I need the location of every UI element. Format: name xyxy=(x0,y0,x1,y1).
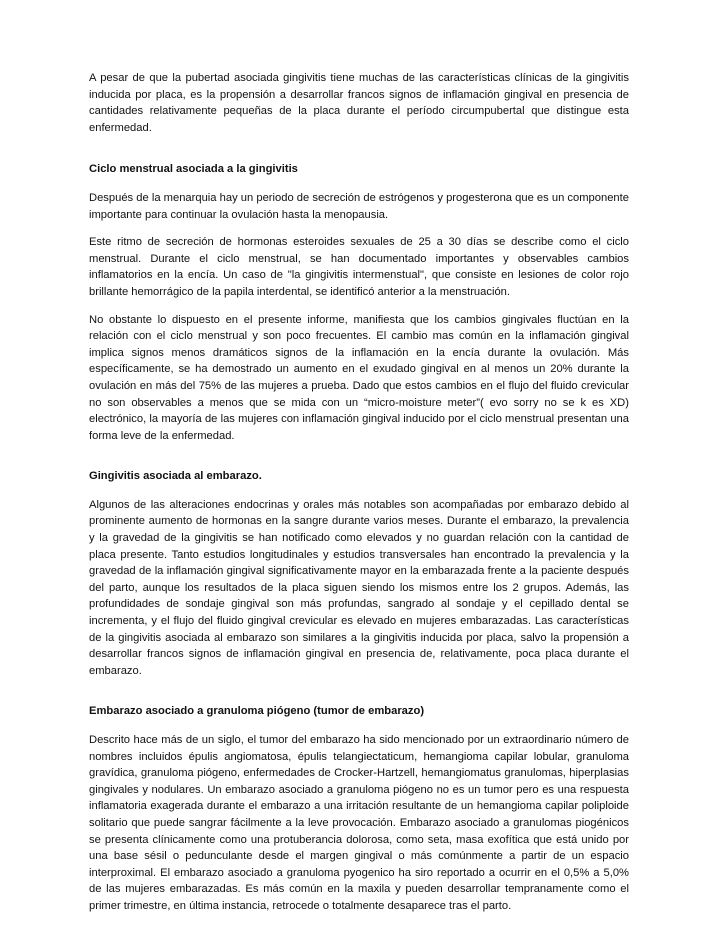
granuloma-paragraph-1: Descrito hace más de un siglo, el tumor del embarazo ha sido mencionado por un extraordinario número de nombres incluidos épulis angiomatosa, épulis telangiectaticum, hemangioma capilar lobular, granuloma gravídica, granuloma piógeno, enfermedades de Crocker-Hartzell, hemangiomatus granulomas, hiperplasias gingivales y nodulares. Un embarazo asociado a granuloma piógeno no es un tumor pero es una respuesta inflamatoria exagerada durante el embarazo a una irritación resultante de un hemangioma capilar poliploide solitario que puede sangrar fácilmente a la leve provocación. Embarazo asociado a granulomas piogénicos se presenta clínicamente como una protuberancia dolorosa, como seta, masa exofítica que está unido por una base sésil o pedunculante desde el margen gingival o más comúnmente a partir de un espacio interproximal. El embarazo asociado a granuloma pyogenico ha siro reportado a ocurrir en el 0,5% a 5,0% de las mujeres embarazadas. Es más común en la maxila y pueden desarrollar tempranamente como el primer trimestre, en última instancia, retrocede o totalmente desaparece tras el parto. xyxy=(89,734,629,912)
heading-pregnancy-gingivitis: Gingivitis asociada al embarazo. xyxy=(89,470,262,483)
menstrual-paragraph-2: Este ritmo de secreción de hormonas esteroides sexuales de 25 a 30 días se describe como el ciclo menstrual. Durante el ciclo menstrual, se han documentado importantes y observables cambios inflamatorios en la encía. Un caso de "la gingivitis intermenstual", que consiste en lesiones de color rojo brillante hemorrágico de la papila interdental, se identificó anterior a la menstruación. xyxy=(89,236,629,298)
document-page xyxy=(89,70,629,926)
menstrual-paragraph-1: Después de la menarquia hay un periodo de secreción de estrógenos y progesterona que es un componente importante para continuar la ovulación hasta la menopausia. xyxy=(89,191,629,221)
intro-paragraph: A pesar de que la pubertad asociada gingivitis tiene muchas de las características clínicas de la gingivitis inducida por placa, es la propensión a desarrollar francos signos de inflamación gingival en presencia de cantidades relativamente pequeñas de la placa durante el período circumpubertal que distingue esta enfermedad. xyxy=(89,72,629,134)
pregnancy-paragraph-1: Algunos de las alteraciones endocrinas y orales más notables son acompañadas por embarazo debido al prominente aumento de hormonas en la sangre durante varios meses. Durante el embarazo, la prevalencia y la gravedad de la gingivitis se han notificado como elevados y no guardan relación con la cantidad de placa presente. Tanto estudios longitudinales y estudios transversales han encontrado la prevalencia y la gravedad de la inflamación gingival significativamente mayor en la embarazada frente a la paciente después del parto, aunque los resultados de la placa siguen siendo los mismos entre los 2 grupos. Además, las profundidades de sondaje gingival son más profundas, sangrado al sondaje y el cepillado dental se incrementa, y el flujo del fluido gingival crevicular es elevado en mujeres embarazadas. Las características de la gingivitis asociada al embarazo son similares a la gingivitis inducida por placa, salvo la propensión a desarrollar francos signos de inflamación gingival en presencia de, relativamente, poca placa durante el embarazo. xyxy=(89,498,629,677)
menstrual-paragraph-3: No obstante lo dispuesto en el presente informe, manifiesta que los cambios gingivales fluctúan en la relación con el ciclo menstrual y son poco frecuentes. El cambio mas común en la inflamación gingival implica signos menos dramáticos signos de la inflamación en la encía durante la ovulación. Más específicamente, se ha demostrado un aumento en el exudado gingival en al menos un 20% durante la ovulación en más del 75% de las mujeres a prueba. Dado que estos cambios en el flujo del fluido crevicular no son observables a menos que se mida con un “micro-moisture meter”( evo sorry no se k es XD) electrónico, la mayoría de las mujeres con inflamación gingival inducido por el ciclo menstrual presentan una forma leve de la enfermedad. xyxy=(89,313,629,442)
heading-pregnancy-granuloma: Embarazo asociado a granuloma piógeno (tumor de embarazo) xyxy=(89,705,425,718)
heading-menstrual-cycle: Ciclo menstrual asociada a la gingivitis xyxy=(89,163,298,176)
